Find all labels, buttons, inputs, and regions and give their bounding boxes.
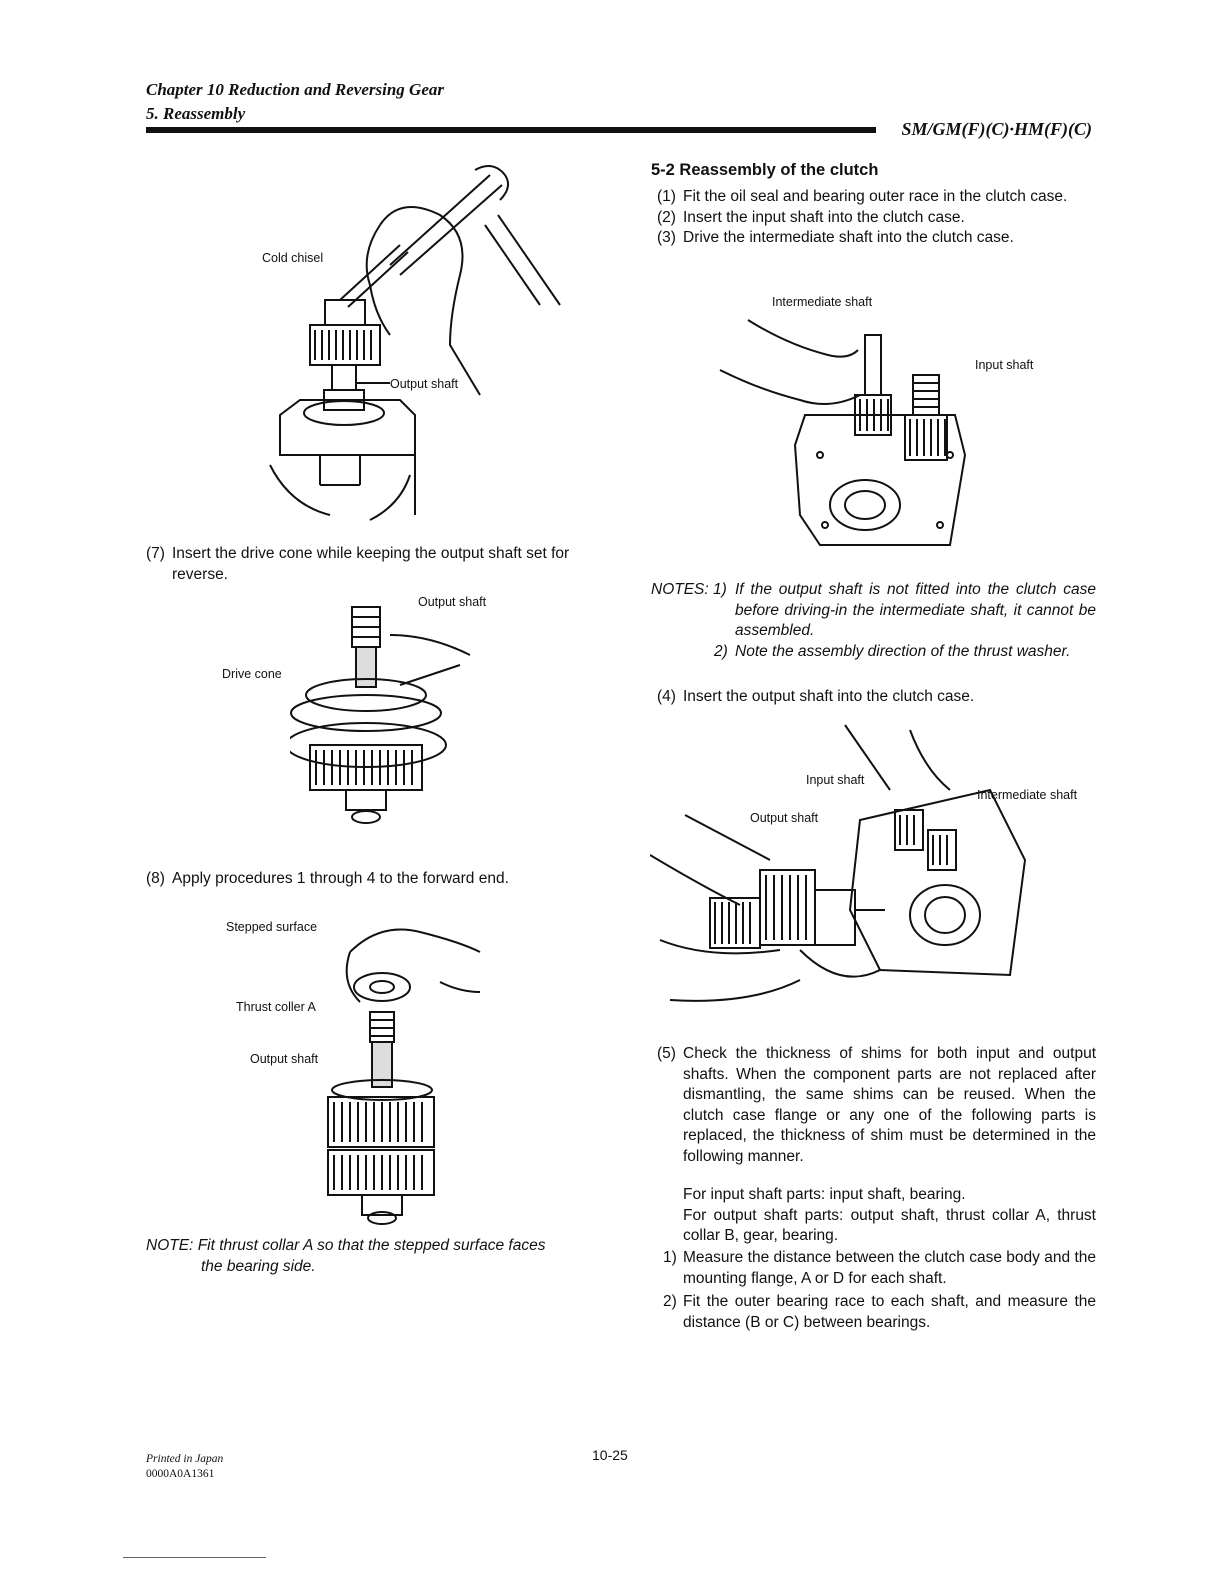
step-4: (4) Insert the output shaft into the clutch case. <box>657 688 975 705</box>
step-3: (3) Drive the intermediate shaft into the clutch case. <box>657 229 1014 246</box>
label-cold-chisel: Cold chisel <box>262 251 324 265</box>
model-title: SM/GM(F)(C)·HM(F)(C) <box>901 119 1092 139</box>
label-drive-cone: Drive cone <box>222 667 282 681</box>
parts-input: For input shaft parts: input shaft, bearing. <box>683 1186 966 1203</box>
label-stepped-surface: Stepped surface <box>226 920 318 934</box>
header-rule <box>146 127 876 133</box>
step-5: (5) Check the thickness of shims for both input and output shafts. When the component parts are not replaced after dismantling, the same shims can be reused. When the clutch case flange or any one of the following parts is replaced, the thickness of shim must be determined in the following manner. <box>657 1045 1096 1165</box>
footer-printed: Printed in Japan <box>146 1453 224 1465</box>
label-thrust-collar: Thrust coller A <box>236 1000 316 1014</box>
label-intermediate-shaft-fig4: Intermediate shaft <box>772 295 873 309</box>
parts-output: For output shaft parts: output shaft, thrust collar A, thrust collar B, gear, bearing. <box>683 1206 1096 1244</box>
figure-thrust-collar <box>320 912 500 1227</box>
section-heading: 5-2 Reassembly of the clutch <box>651 161 879 179</box>
section-title: 5. Reassembly <box>146 104 246 123</box>
step-8: (8) Apply procedures 1 through 4 to the forward end. <box>146 870 509 887</box>
label-output-shaft-fig5: Output shaft <box>750 811 819 825</box>
chapter-title: Chapter 10 Reduction and Reversing Gear <box>146 80 444 99</box>
parts-list <box>683 1185 1096 1247</box>
step-2: (2) Insert the input shaft into the clutch case. <box>657 208 965 226</box>
figure-clutch-case-shafts <box>710 315 970 560</box>
step-1: (1) Fit the oil seal and bearing outer race in the clutch case. <box>657 188 1068 205</box>
note-thrust-collar: NOTE: Fit thrust collar A so that the stepped surface faces the bearing side. <box>146 1237 546 1275</box>
label-input-shaft-fig4: Input shaft <box>975 358 1034 372</box>
label-intermediate-shaft-fig5: Intermediate shaft <box>977 788 1078 802</box>
figure-output-shaft-insertion <box>650 720 1030 1010</box>
label-input-shaft-fig5: Input shaft <box>806 773 865 787</box>
label-output-shaft-fig1: Output shaft <box>390 377 459 391</box>
sub-step-1: 1) Measure the distance between the clutch case body and the mounting flange, A or D for each shaft. <box>663 1249 1096 1287</box>
figure-drive-cone <box>290 595 510 830</box>
steps-list-a <box>651 187 1096 249</box>
footer-code: 0000A0A1361 <box>146 1468 215 1480</box>
sub-step-2: 2) Fit the outer bearing race to each shaft, and measure the distance (B or C) between bearings. <box>663 1293 1096 1331</box>
page-number: 10-25 <box>592 1447 628 1463</box>
label-output-shaft-fig2: Output shaft <box>418 595 487 609</box>
step-7: (7) Insert the drive cone while keeping the output shaft set for reverse. <box>146 545 570 583</box>
sub-steps <box>651 1248 1096 1333</box>
notes-block: NOTES: 1) If the output shaft is not fitted into the clutch case before driving-in the intermediate shaft, it cannot be assembled. 2) Note the assembly direction of the thrust washer. <box>651 581 1096 660</box>
label-output-shaft-fig3: Output shaft <box>250 1052 319 1066</box>
figure-cold-chisel <box>240 155 580 530</box>
bottom-rule <box>123 1557 266 1558</box>
